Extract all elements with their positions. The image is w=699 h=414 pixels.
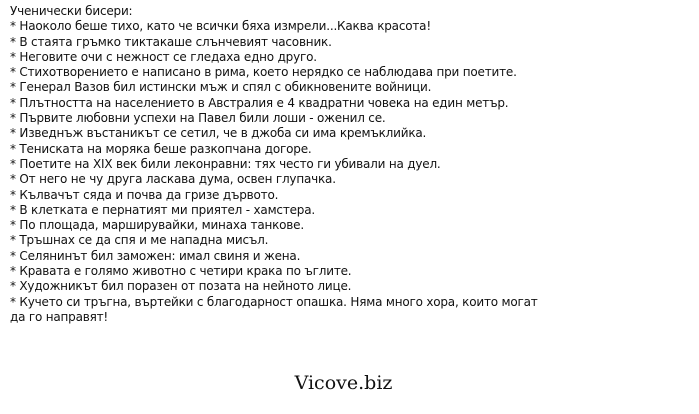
list-item: * Кълвачът сяда и почва да гризе дървото. xyxy=(10,187,279,202)
list-item: * Наоколо беше тихо, като че всички бяха измрели...Каква красота! xyxy=(10,19,431,34)
jokes-text-block xyxy=(10,4,690,325)
list-item: * Стихотворението е написано в рима, което нерядко се наблюдава при поетите. xyxy=(10,65,517,80)
site-watermark: Vicove.biz xyxy=(294,372,393,394)
list-item: * Селянинът бил заможен: имал свиня и жена. xyxy=(10,248,301,263)
list-item: * В стаята гръмко тиктакаше слънчевият часовник. xyxy=(10,34,332,49)
heading: Ученически бисери: xyxy=(10,4,133,18)
list-item: * По площада, марширувайки, минаха танкове. xyxy=(10,218,304,233)
list-item: * Поетите на XIX век били леконравни: тях често ги убивали на дуел. xyxy=(10,156,441,171)
list-item: * Кравата е голямо животно с четири крака по ъглите. xyxy=(10,264,352,279)
list-item: * Неговите очи с нежност се гледаха едно друго. xyxy=(10,49,317,64)
list-item: * Изведнъж въстаникът се сетил, че в джоба си има кремъклийка. xyxy=(10,126,427,141)
list-item: * Плътността на населението в Австралия е 4 квадратни човека на един метър. xyxy=(10,95,509,110)
list-item: * Художникът бил поразен от позата на нейното лице. xyxy=(10,279,352,294)
list-item: * Кучето си тръгна, въртейки с благодарност опашка. Няма много хора, които могат xyxy=(10,294,538,309)
list-item: * Тениската на моряка беше разкопчана догоре. xyxy=(10,141,312,156)
list-item: * В клетката е пернатият ми приятел - хамстера. xyxy=(10,202,315,217)
list-item: * Първите любовни успехи на Павел били лоши - оженил се. xyxy=(10,111,386,126)
list-item: * От него не чу друга ласкава дума, освен глупачка. xyxy=(10,172,336,187)
list-item-continuation: да го направят! xyxy=(10,309,109,324)
list-item: * Генерал Вазов бил истински мъж и спял с обикновените войници. xyxy=(10,80,432,95)
list-item: * Тръшнах се да спя и ме нападна мисъл. xyxy=(10,233,269,248)
footer xyxy=(0,372,699,394)
